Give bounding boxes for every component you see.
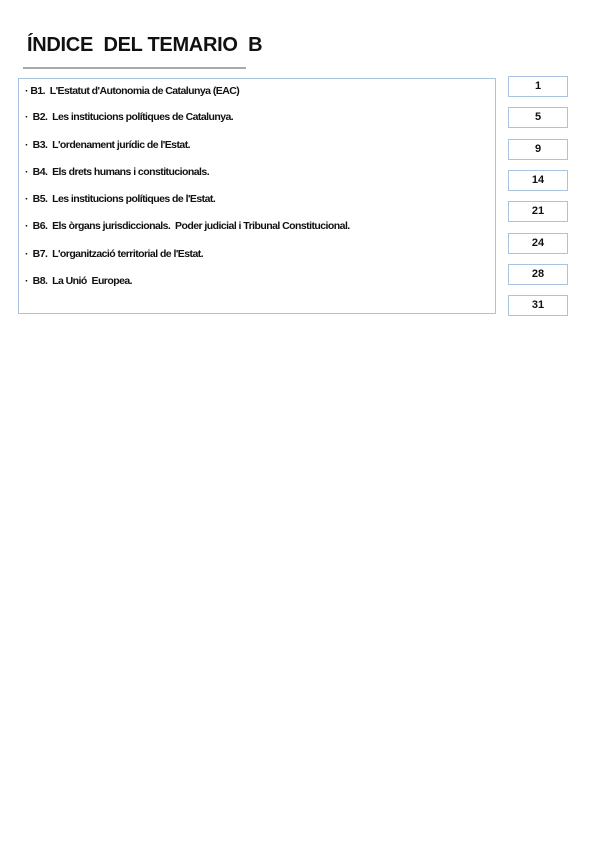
- page-number-b4: 14: [508, 170, 568, 191]
- page-number-b2: 5: [508, 107, 568, 128]
- index-entry-b7: · B7. L'organització territorial de l'Estat.: [25, 248, 204, 260]
- index-entries-box: [18, 78, 496, 314]
- page-number-b6: 24: [508, 233, 568, 254]
- index-title: ÍNDICE DEL TEMARIO B: [27, 34, 263, 56]
- index-entry-b2: · B2. Les institucions polítiques de Catalunya.: [25, 111, 234, 123]
- page-number-b5: 21: [508, 201, 568, 222]
- page-number-b8: 31: [508, 295, 568, 316]
- index-entry-b3: · B3. L'ordenament jurídic de l'Estat.: [25, 139, 191, 151]
- index-entry-b4: · B4. Els drets humans i constitucionals.: [25, 166, 210, 178]
- page-number-b7: 28: [508, 264, 568, 285]
- index-entry-b1: · B1. L'Estatut d'Autonomia de Catalunya (EAC): [25, 85, 240, 97]
- index-entry-b8: · B8. La Unió Europea.: [25, 275, 133, 287]
- index-entry-b5: · B5. Les institucions polítiques de l'Estat.: [25, 193, 216, 205]
- title-underline: [23, 67, 246, 69]
- page-number-b1: 1: [508, 76, 568, 97]
- page-number-b3: 9: [508, 139, 568, 160]
- index-entry-b6: · B6. Els òrgans jurisdiccionals. Poder judicial i Tribunal Constitucional.: [25, 220, 350, 232]
